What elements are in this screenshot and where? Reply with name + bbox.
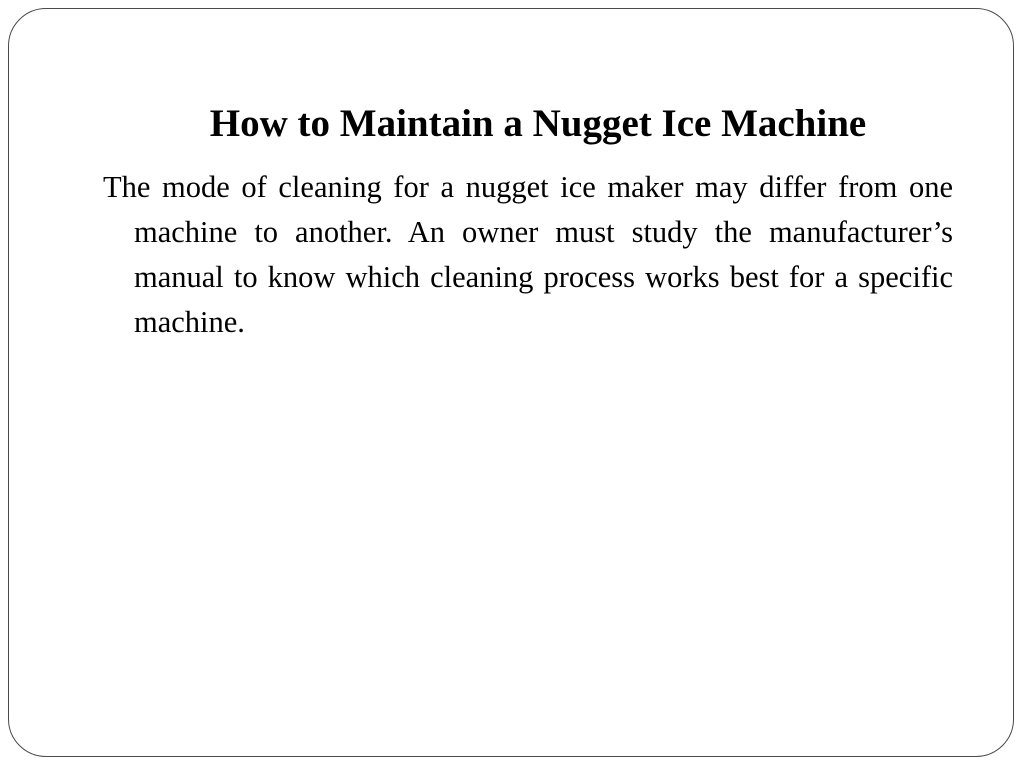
slide-body-paragraph: The mode of cleaning for a nugget ice maker may differ from one machine to another. An owner must study the manufacturer’s manual to know which cleaning process works best for a specific machine. (103, 170, 953, 339)
slide-title: How to Maintain a Nugget Ice Machine (209, 102, 867, 145)
